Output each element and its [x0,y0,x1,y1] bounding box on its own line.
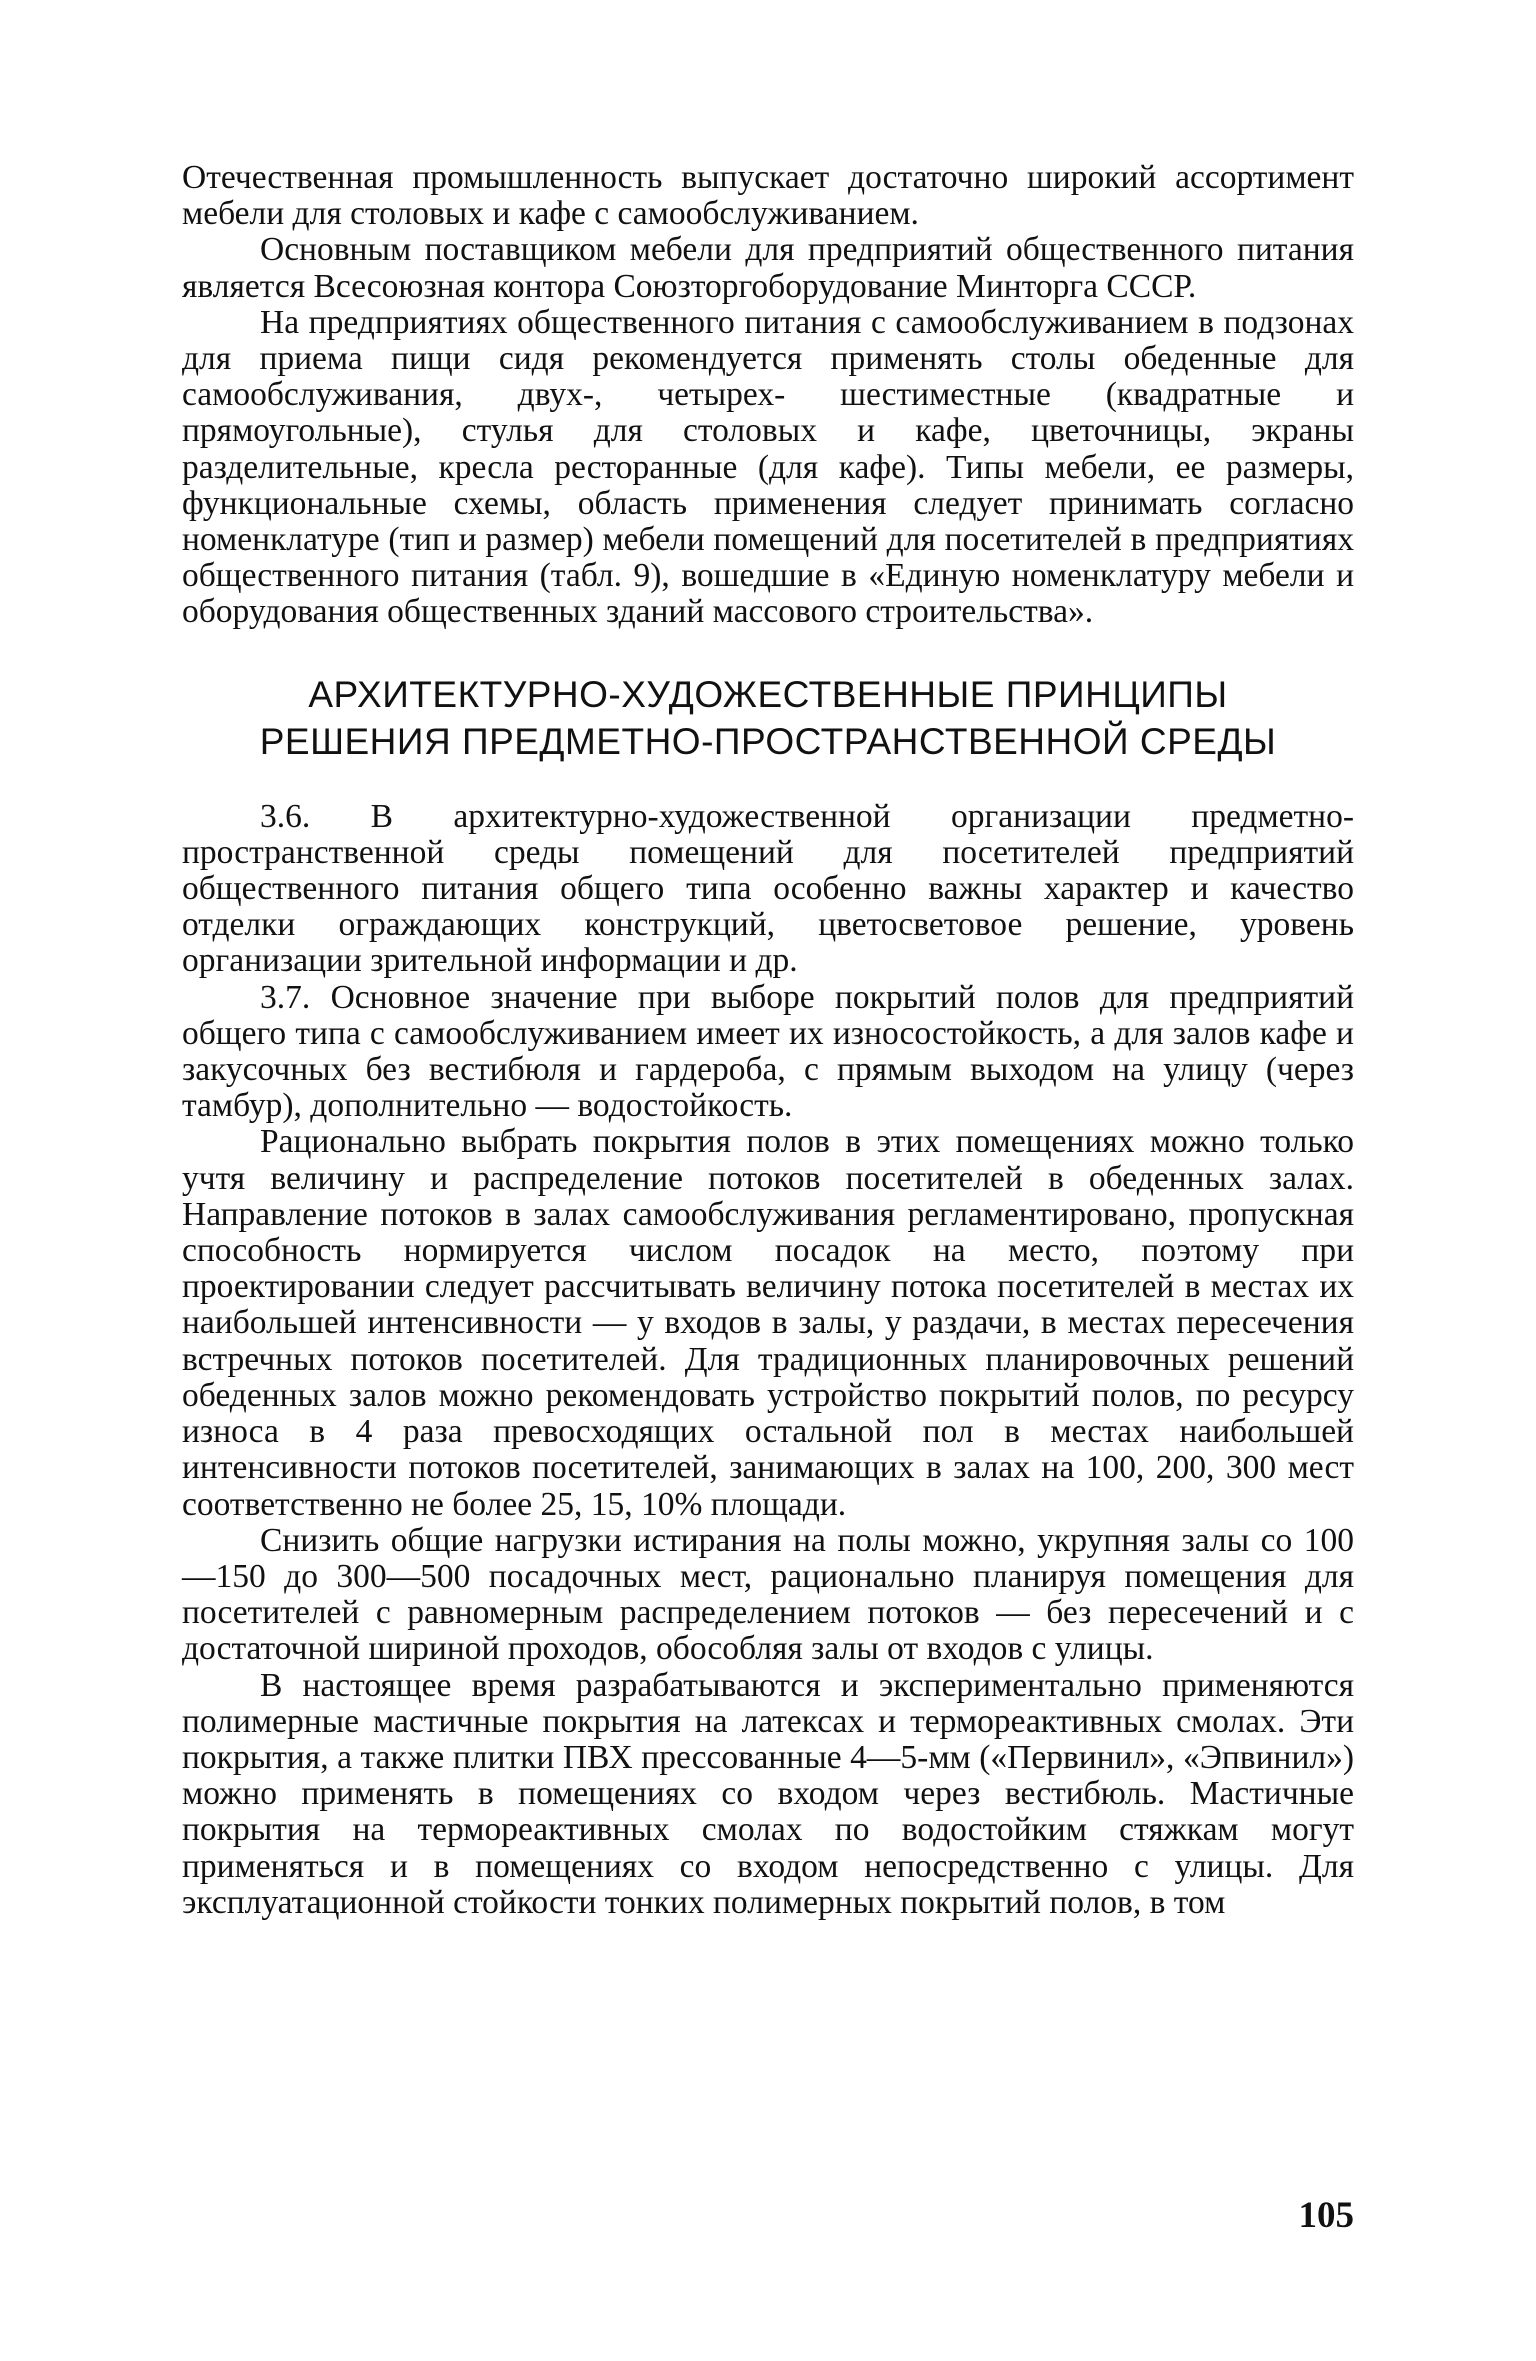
paragraph-3-7: 3.7. Основное значение при выборе покрытий полов для предприятий общего типа с самообслуживанием имеет их износостойкость, а для залов кафе и закусочных без вестибюля и гардероба, с прямым выходом на улицу (через тамбур), дополнительно — водостойкость. [182,978,1354,1125]
section-heading [182,671,1354,765]
paragraph-load-reduction: Снизить общие нагрузки истирания на полы можно, укрупняя залы со 100—150 до 300—500 посадочных мест, рационально планируя помещения для посетителей с равномерным распределением потоков — без пересечений и с достаточной шириной проходов, обособляя залы от входов с улицы. [182,1521,1354,1668]
section-heading-line-1: АРХИТЕКТУРНО-ХУДОЖЕСТВЕННЫЕ ПРИНЦИПЫ [308,673,1228,715]
page-number: 105 [1298,2195,1354,2236]
page-body [182,160,1354,1921]
paragraph-3-6: 3.6. В архитектурно-художественной организации предметно-пространственной среды помещений для посетителей предприятий общественного питания общего типа особенно важны характер и качество отделки ограждающих конструкций, цветосветовое решение, уровень организации зрительной информации и др. [182,797,1354,980]
paragraph-assortment: Отечественная промышленность выпускает достаточно широкий ассортимент мебели для столовых и кафе с самообслуживанием. [182,159,1354,233]
section-heading-line-2: РЕШЕНИЯ ПРЕДМЕТНО-ПРОСТРАНСТВЕННОЙ СРЕДЫ [259,720,1277,762]
paragraph-polymer-coatings: В настоящее время разрабатываются и экспериментально применяются полимерные мастичные покрытия на латексах и термореактивных смолах. Эти покрытия, а также плитки ПВХ прессованные 4—5-мм («Первинил», «Эпвинил») можно применять в помещениях со входом через вестибюль. Мастичные покрытия на термореактивных смолах по водостойким стяжкам могут применяться и в помещениях со входом непосредственно с улицы. Для эксплуатационной стойкости тонких полимерных покрытий полов, в том [182,1666,1354,1921]
paragraph-furniture-types: На предприятиях общественного питания с самообслуживанием в подзонах для приема пищи сидя рекомендуется применять столы обеденные для самообслуживания, двух-, четырех- шестиместные (квадратные и прямоугольные), стулья для столовых и кафе, цветочницы, экраны разделительные, кресла ресторанные (для кафе). Типы мебели, ее размеры, функциональные схемы, область применения следует принимать согласно номенклатуре (тип и размер) мебели помещений для посетителей в предприятиях общественного питания (табл. 9), вошедшие в «Единую номенклатуру мебели и оборудования общественных зданий массового строительства». [182,303,1354,631]
paragraph-supplier: Основным поставщиком мебели для предприятий общественного питания является Всесоюзная контора Союзторгоборудование Минторга СССР. [182,231,1354,305]
paragraph-flow-analysis: Рационально выбрать покрытия полов в этих помещениях можно только учтя величину и распределение потоков посетителей в обеденных залах. Направление потоков в залах самообслуживания регламентировано, пропускная способность нормируется числом посадок на место, поэтому при проектировании следует рассчитывать величину потока посетителей в местах их наибольшей интенсивности — у входов в залы, у раздачи, в местах пересечения встречных потоков посетителей. Для традиционных планировочных решений обеденных залов можно рекомендовать устройство покрытий полов, по ресурсу износа в 4 раза превосходящих остальной пол в местах наибольшей интенсивности потоков посетителей, занимающих в залах на 100, 200, 300 мест соответственно не более 25, 15, 10% площади. [182,1123,1354,1523]
